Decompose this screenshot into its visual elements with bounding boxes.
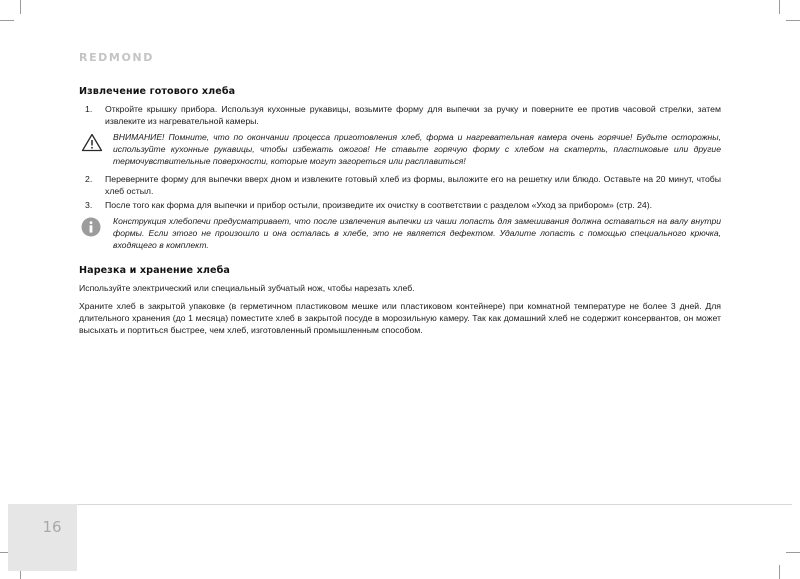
warning-text: ВНИМАНИЕ! Помните, что по окончании процесса приготовления хлеб, форма и нагревательная камера очень горячие! Будьте осторожны, используйте кухонные рукавицы, чтобы избежать ожогов! Не ставьте горячую форму с хлебом на скатерть, пластиковые или другие термочувствительные поверхности, которые могут загореться или расплавиться!	[113, 132, 721, 166]
footer-divider	[77, 504, 792, 505]
section-title-storage: Нарезка и хранение хлеба	[79, 265, 230, 276]
crop-mark	[786, 20, 800, 21]
page-number: 16	[42, 518, 62, 536]
brand-logo: REDMOND	[79, 51, 154, 64]
paragraph: Используйте электрический или специальный зубчатый нож, чтобы нарезать хлеб.	[79, 283, 415, 293]
step-text: Откройте крышку прибора. Используя кухонные рукавицы, возьмите форму для выпечки за ручку и поверните ее против часовой стрелки, затем извлеките из нагревательной камеры.	[105, 104, 721, 126]
step-number: 3.	[85, 200, 93, 210]
warning-triangle-icon	[79, 131, 113, 152]
warning-note	[79, 131, 721, 167]
step-number: 2.	[85, 174, 93, 184]
crop-mark	[20, 0, 21, 14]
step-text: Переверните форму для выпечки вверх дном и извлеките готовый хлеб из формы, выложите его на решетку или блюдо. Оставьте на 20 минут, чтобы хлеб остыл.	[105, 174, 721, 196]
list-item	[79, 103, 721, 127]
crop-mark	[779, 0, 780, 14]
info-note	[79, 215, 721, 251]
section-title-removal: Извлечение готового хлеба	[79, 86, 236, 97]
step-number: 1.	[85, 104, 93, 114]
step-text: После того как форма для выпечки и прибор остыли, произведите их очистку в соответствии с разделом «Уход за прибором» (стр. 24).	[105, 200, 653, 210]
list-item	[79, 199, 721, 211]
crop-mark	[786, 552, 800, 553]
info-circle-icon	[79, 215, 113, 237]
page-number-box	[8, 504, 77, 571]
list-item	[79, 173, 721, 197]
crop-mark	[0, 20, 14, 21]
info-text: Конструкция хлебопечи предусматривает, что после извлечения выпечки из чаши лопасть для замешивания должна оставаться на валу внутри формы. Если этого не произошло и она осталась в хлебе, это не является дефектом. Удалите лопасть с помощью специального крючка, входящего в комплект.	[113, 216, 721, 250]
paragraph: Храните хлеб в закрытой упаковке (в герметичном пластиковом мешке или пластиковом контейнере) при комнатной температуре не более 3 дней. Для длительного хранения (до 1 месяца) поместите хлеб в закрытой посуде в морозильную камеру. Так как домашний хлеб не содержит консервантов, он может высыхать и портиться быстрее, чем хлеб, изготовленный промышленным способом.	[79, 301, 721, 335]
crop-mark	[779, 565, 780, 579]
page-content	[79, 86, 721, 342]
